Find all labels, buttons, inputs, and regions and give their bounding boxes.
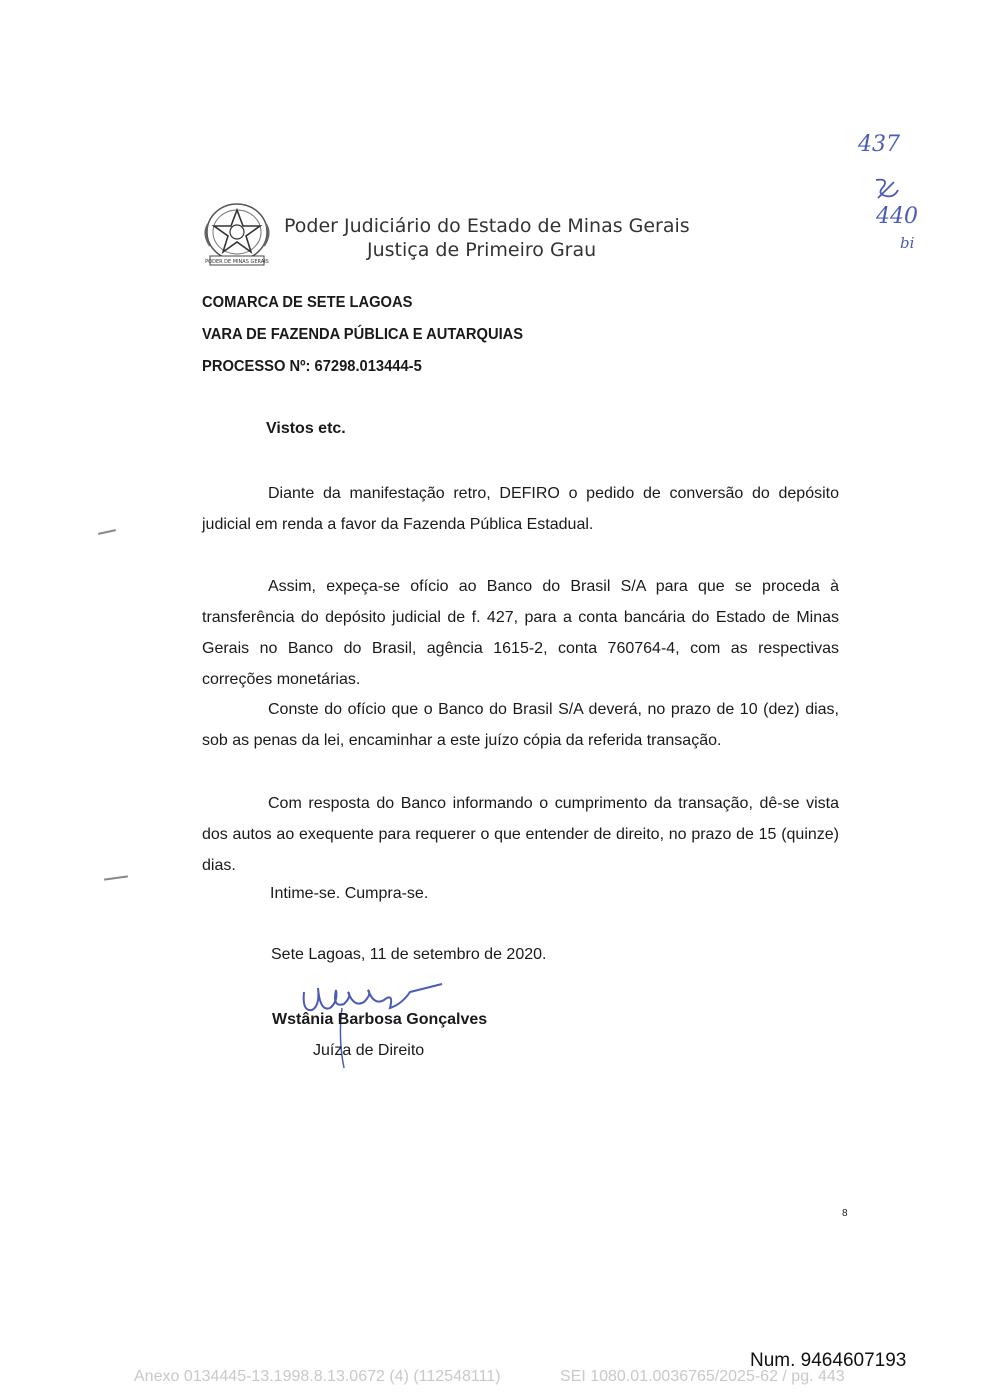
court-name: Poder Judiciário do Estado de Minas Gerais [284,215,690,237]
paragraph-deadline: Conste do ofício que o Banco do Brasil S/A deverá, no prazo de 10 (dez) dias, sob as penas da lei, encaminhar a este juízo cópia da referida transação. [202,701,839,749]
margin-mark [104,875,128,880]
court-header [284,214,690,262]
closing-order: Intime-se. Cumpra-se. [270,885,429,902]
processo-line: PROCESSO Nº: 67298.013444-5 [202,358,422,375]
sei-reference: SEI 1080.01.0036765/2025-62 / pg. 443 [560,1368,845,1385]
court-instance: Justiça de Primeiro Grau [367,239,597,261]
vara-line: VARA DE FAZENDA PÚBLICA E AUTARQUIAS [202,326,524,343]
place-date: Sete Lagoas, 11 de setembro de 2020. [271,946,547,963]
minas-gerais-seal [200,200,274,270]
seal-label: PODER DE MINAS GERAIS [205,259,269,265]
handwritten-folio-437: 437 [858,132,900,157]
paragraph-transfer-order: Assim, expeça-se ofício ao Banco do Brasil S/A para que se proceda à transferência do depósito judicial de f. 427, para a conta bancária do Estado de Minas Gerais no Banco do Brasil, agência 1615-2, conta 760764-4, com as respectivas correções monetárias. [202,578,839,688]
margin-mark [98,529,116,535]
handwritten-folio-440: 440 [876,204,918,229]
handwritten-ampersand-mark [868,176,902,202]
document-number: Num. 9464607193 [750,1350,907,1371]
greeting: Vistos etc. [266,420,346,437]
handwritten-initials: bi [900,234,915,252]
signer-name: Wstânia Barbosa Gonçalves [272,1011,488,1028]
comarca-line: COMARCA DE SETE LAGOAS [202,294,413,311]
page-number: 8 [842,1208,848,1219]
paragraph-deferral: Diante da manifestação retro, DEFIRO o pedido de conversão do depósito judicial em renda a favor da Fazenda Pública Estadual. [202,485,839,533]
paragraph-response: Com resposta do Banco informando o cumprimento da transação, dê-se vista dos autos ao exequente para requerer o que entender de direito, no prazo de 15 (quinze) dias. [202,795,839,874]
signer-role: Juíza de Direito [313,1042,425,1059]
annex-reference: Anexo 0134445-13.1998.8.13.0672 (4) (112548111) [134,1368,501,1385]
